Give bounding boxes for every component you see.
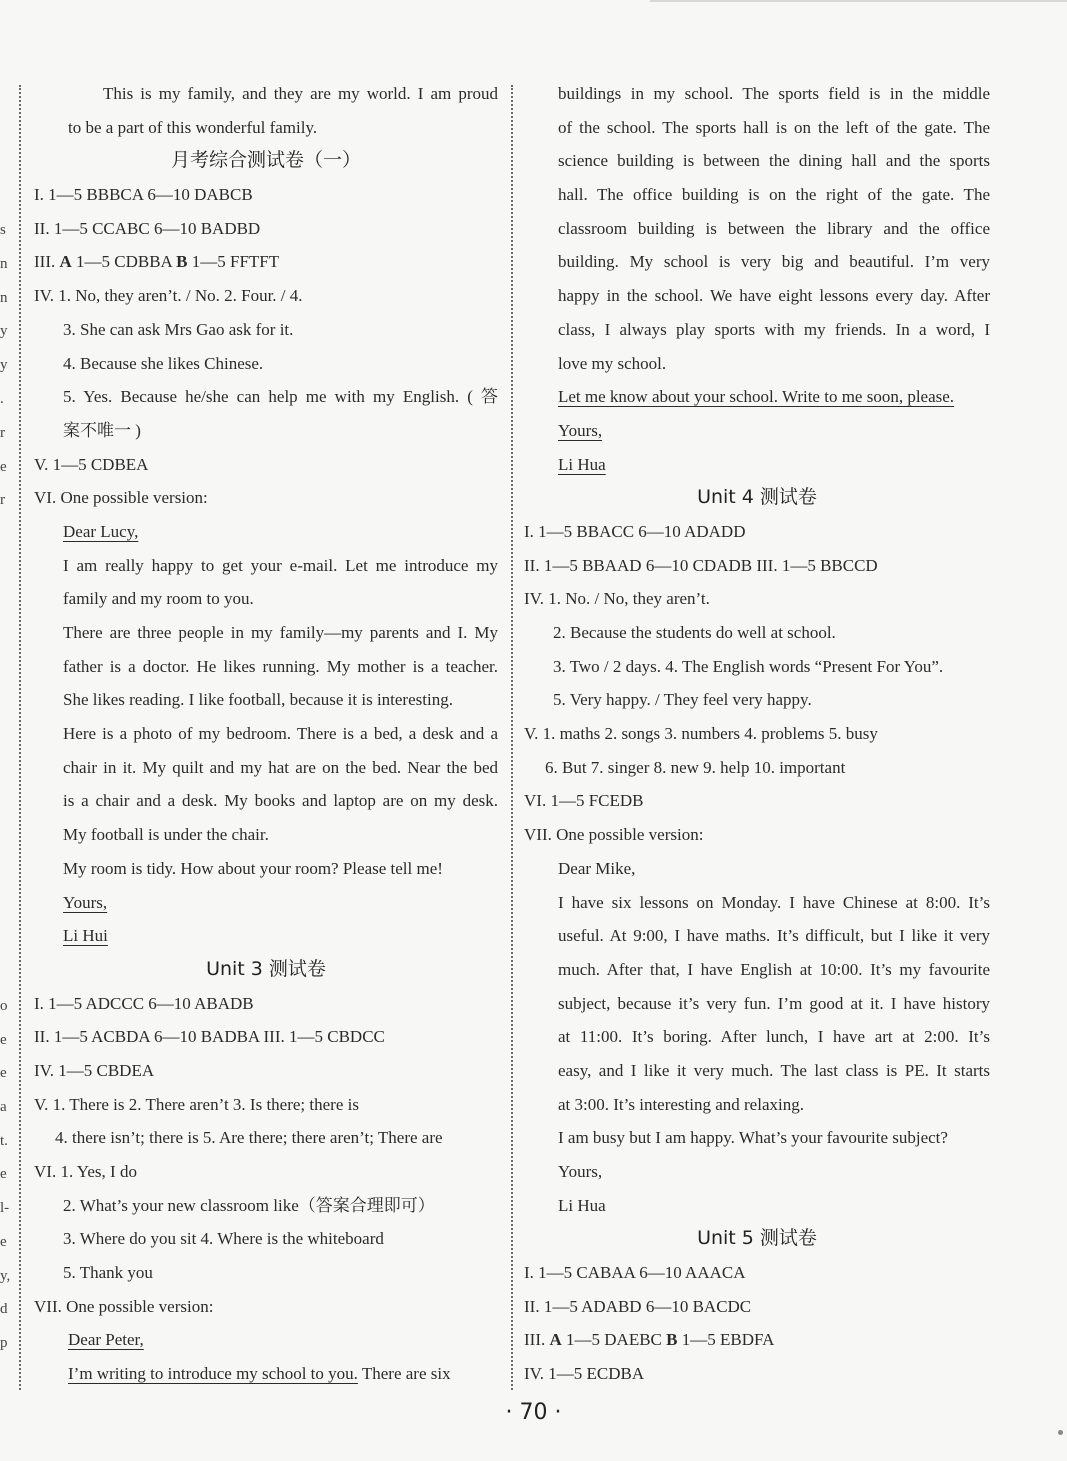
edge-letter: . <box>0 391 4 407</box>
answer-line: VI. 1—5 FCEDB <box>524 791 644 811</box>
section-heading-monthly-test: 月考综合测试卷（一） <box>170 149 361 172</box>
answer-line: V. 1. There is 2. There aren’t 3. Is there; there is <box>34 1094 359 1114</box>
letter-salutation: Dear Peter, <box>68 1330 144 1350</box>
right-column <box>524 77 990 1391</box>
letter-line: I’m writing to introduce my school to you. There are six <box>68 1364 451 1384</box>
answer-line: II. 1—5 ACBDA 6—10 BADBA III. 1—5 CBDCC <box>34 1027 385 1047</box>
answer-line: 5. Very happy. / They feel very happy. <box>553 690 812 710</box>
edge-letter: e <box>0 1032 7 1048</box>
answer-line: VII. One possible version: <box>34 1296 214 1316</box>
letter-line: love my school. <box>558 353 667 373</box>
answer-line: II. 1—5 ADABD 6—10 BACDC <box>524 1296 752 1316</box>
letter-line: I am really happy to get your e-mail. Let me introduce my <box>63 555 498 575</box>
letter-line: hall. The office building is on the right of the gate. The <box>558 185 990 205</box>
answer-line: 4. there isn’t; there is 5. Are there; there aren’t; There are <box>55 1128 443 1148</box>
edge-letter: e <box>0 459 7 475</box>
answer-line: 6. But 7. singer 8. new 9. help 10. important <box>545 757 846 777</box>
letter-line: My football is under the chair. <box>63 825 269 845</box>
edge-letter: d <box>0 1301 8 1317</box>
edge-letter: r <box>0 492 5 508</box>
edge-letter: e <box>0 1166 7 1182</box>
edge-letter: y <box>0 357 8 373</box>
letter-line: science building is between the dining hall and the sports <box>558 151 990 171</box>
letter-line: She likes reading. I like football, because it is interesting. <box>63 690 453 710</box>
letter-line: chair in it. My quilt and my hat are on the bed. Near the bed <box>63 757 498 777</box>
answer-line: VI. 1. Yes, I do <box>34 1162 137 1181</box>
letter-line: classroom building is between the library and the office <box>558 218 990 238</box>
edge-letter: n <box>0 256 8 272</box>
answer-line: IV. 1. No. / No, they aren’t. <box>524 589 710 609</box>
scan-speck <box>1058 1430 1063 1435</box>
edge-letter: a <box>0 1099 7 1115</box>
edge-letter: y, <box>0 1268 11 1284</box>
answer-line: IV. 1—5 CBDEA <box>34 1060 155 1080</box>
answer-line: IV. 1—5 ECDBA <box>524 1364 645 1384</box>
answer-line: 3. She can ask Mrs Gao ask for it. <box>63 319 294 339</box>
letter-signature: Li Hua <box>558 454 606 474</box>
text-line: This is my family, and they are my world. I am proud <box>103 84 498 103</box>
column-divider <box>511 85 513 1390</box>
letter-signature: Li Hua <box>558 1195 606 1215</box>
answer-line: IV. 1. No, they aren’t. / No. 2. Four. / 4. <box>34 286 303 306</box>
edge-letter: o <box>0 998 8 1014</box>
letter-closing: Yours, <box>558 1162 603 1181</box>
letter-line: much. After that, I have English at 10:00. It’s my favourite <box>558 959 990 979</box>
letter-salutation: Dear Mike, <box>558 858 636 878</box>
letter-line: I am busy but I am happy. What’s your favourite subject? <box>558 1128 948 1148</box>
answer-line: V. 1—5 CDBEA <box>34 454 149 474</box>
edge-letter: l- <box>0 1200 10 1216</box>
page-number: · 70 · <box>505 1400 562 1425</box>
edge-letter: e <box>0 1234 7 1250</box>
letter-line: I have six lessons on Monday. I have Chinese at 8:00. It’s <box>558 892 990 912</box>
letter-line: of the school. The sports hall is on the left of the gate. The <box>558 117 990 137</box>
edge-letter: s <box>0 222 6 238</box>
answer-line: I. 1—5 BBACC 6—10 ADADD <box>524 521 746 541</box>
answer-line: 4. Because she likes Chinese. <box>63 353 264 373</box>
edge-letter: n <box>0 290 8 306</box>
letter-line: building. My school is very big and beautiful. I’m very <box>558 252 990 272</box>
edge-letter: p <box>0 1335 8 1351</box>
answer-line: 3. Where do you sit 4. Where is the whiteboard <box>63 1229 384 1249</box>
answer-line: 3. Two / 2 days. 4. The English words “Present For You”. <box>553 656 944 676</box>
answer-line: I. 1—5 CABAA 6—10 AAACA <box>524 1263 746 1283</box>
letter-salutation: Dear Lucy, <box>63 521 139 541</box>
answer-line: II. 1—5 CCABC 6—10 BADBD <box>34 218 261 238</box>
answer-line: I. 1—5 BBBCA 6—10 DABCB <box>34 185 253 205</box>
left-margin-divider <box>19 85 21 1390</box>
letter-line: There are three people in my family—my parents and I. My <box>63 623 498 642</box>
edge-letter: y <box>0 323 8 339</box>
letter-line: at 3:00. It’s interesting and relaxing. <box>558 1094 804 1114</box>
letter-line: at 11:00. It’s boring. After lunch, I have art at 2:00. It’s <box>558 1027 990 1047</box>
letter-line: Here is a photo of my bedroom. There is a bed, a desk and a <box>63 724 498 744</box>
text-line: to be a part of this wonderful family. <box>68 117 318 137</box>
letter-signature: Li Hui <box>63 926 108 946</box>
answer-line: VI. One possible version: <box>34 488 208 508</box>
answer-line: III. A 1—5 DAEBC B 1—5 EBDFA <box>524 1330 775 1350</box>
letter-line: easy, and I like it very much. The last class is PE. It starts <box>558 1060 990 1080</box>
letter-line: class, I always play sports with my friends. In a word, I <box>558 319 990 339</box>
answer-line: III. A 1—5 CDBBA B 1—5 FFTFT <box>34 252 280 272</box>
answer-line: V. 1. maths 2. songs 3. numbers 4. problems 5. busy <box>524 724 878 744</box>
section-heading-unit5: Unit 5 测试卷 <box>697 1227 817 1250</box>
section-heading-unit3: Unit 3 测试卷 <box>206 957 326 980</box>
left-column <box>34 77 498 1391</box>
letter-line: Let me know about your school. Write to me soon, please. <box>558 387 955 407</box>
letter-line: father is a doctor. He likes running. My mother is a teacher. <box>63 656 498 676</box>
answer-line: 案不唯一 ) <box>63 420 141 440</box>
answer-line: 5. Yes. Because he/she can help me with my English. ( 答 <box>63 387 498 407</box>
answer-line: I. 1—5 ADCCC 6—10 ABADB <box>34 993 254 1013</box>
letter-line: My room is tidy. How about your room? Please tell me! <box>63 858 443 878</box>
letter-line: happy in the school. We have eight lessons every day. After <box>558 286 990 306</box>
top-edge-line <box>650 0 1067 2</box>
letter-line: family and my room to you. <box>63 589 254 609</box>
edge-letter: e <box>0 1065 7 1081</box>
answer-line: 2. Because the students do well at school. <box>553 623 836 642</box>
letter-line: buildings in my school. The sports field is in the middle <box>558 84 990 103</box>
answer-line: 2. What’s your new classroom like（答案合理即可） <box>63 1195 435 1215</box>
answer-line: VII. One possible version: <box>524 825 704 845</box>
letter-line: subject, because it’s very fun. I’m good at it. I have history <box>558 993 990 1013</box>
letter-line: useful. At 9:00, I have maths. It’s difficult, but I like it very <box>558 926 990 946</box>
edge-letter: r <box>0 425 5 441</box>
edge-letter: t. <box>0 1133 8 1149</box>
answer-line: II. 1—5 BBAAD 6—10 CDADB III. 1—5 BBCCD <box>524 555 878 575</box>
letter-closing: Yours, <box>558 420 603 440</box>
section-heading-unit4: Unit 4 测试卷 <box>697 486 817 509</box>
answer-line: 5. Thank you <box>63 1263 153 1283</box>
letter-closing: Yours, <box>63 892 108 912</box>
letter-line: is a chair and a desk. My books and laptop are on my desk. <box>63 791 498 811</box>
